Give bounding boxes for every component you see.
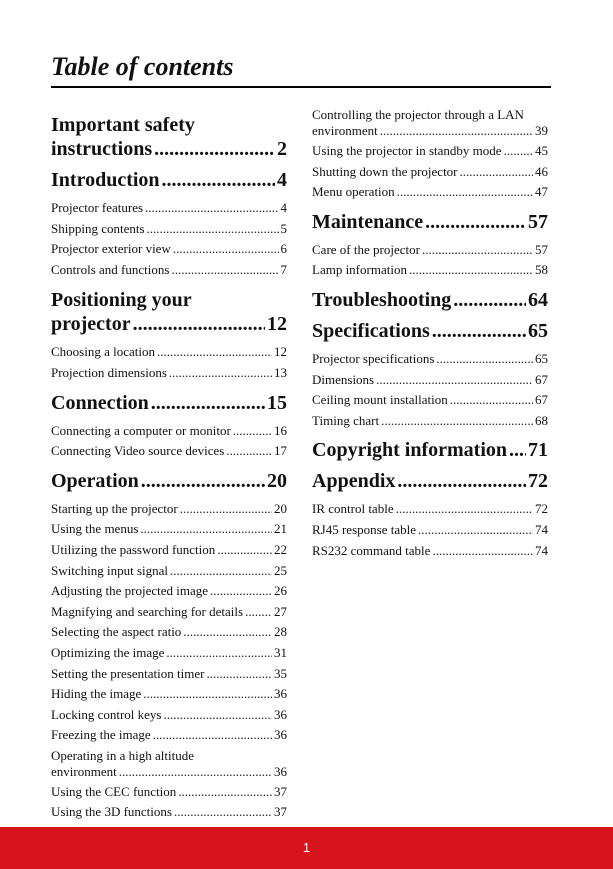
toc-text: Optimizing the image [51,644,165,660]
dot-leader [376,370,533,391]
toc-entry[interactable] [51,643,287,664]
toc-left-column [51,105,287,823]
toc-entry[interactable] [51,219,287,240]
toc-page-number: 64 [528,288,548,311]
toc-page-number: 26 [274,583,287,599]
dot-leader [422,240,533,261]
toc-page-number: 47 [535,184,548,200]
toc-entry[interactable] [312,107,548,139]
toc-page-number: 39 [535,123,548,138]
toc-text: IR control table [312,501,394,517]
toc-page-number: 74 [535,521,548,537]
toc-entry[interactable] [51,342,287,363]
toc-text: Projector exterior view [51,241,171,257]
toc-text: Freezing the image [51,727,151,743]
toc-page-number: 36 [274,706,287,722]
toc-entry[interactable] [51,421,287,442]
dot-leader [143,684,272,705]
toc-text: Operation [51,469,139,492]
dot-leader [436,349,533,370]
toc-entry[interactable] [312,411,548,432]
toc-page-number: 72 [528,470,548,493]
dot-leader [432,320,526,343]
toc-page-number: 15 [267,391,287,414]
toc-page-number: 58 [535,262,548,278]
dot-leader [178,782,272,803]
toc-page-number: 31 [274,644,287,660]
toc-page-number: 28 [274,624,287,640]
toc-entry[interactable] [312,499,548,520]
dot-leader [133,312,265,336]
dot-leader [409,260,533,281]
dot-leader [396,499,533,520]
toc-text: Adjusting the projected image [51,583,209,599]
toc-page-number: 65 [535,350,548,366]
toc-entry[interactable] [312,162,548,183]
toc-entry[interactable] [312,240,548,261]
toc-text: Controls and functions [51,261,170,277]
toc-entry[interactable] [51,239,287,260]
toc-text: Projection dimensions [51,364,167,380]
toc-section[interactable] [51,288,287,336]
toc-text: Timing chart [312,412,380,428]
toc-page-number: 22 [274,541,287,557]
dot-leader [453,289,526,312]
toc-entry[interactable] [312,520,548,541]
dot-leader [233,421,272,442]
dot-leader [183,622,272,643]
toc-page-number: 12 [267,313,287,336]
toc-page-number: 12 [274,344,287,360]
toc-entry[interactable] [312,182,548,203]
dot-leader [169,363,272,384]
page-title: Table of contents [51,52,234,81]
toc-section[interactable] [312,211,548,234]
toc-text: Using the CEC function [51,783,177,799]
toc-entry[interactable] [312,141,548,162]
toc-entry[interactable] [51,519,287,540]
toc-page-number: 4 [277,169,287,191]
toc-entry[interactable] [51,802,287,823]
toc-text: Menu operation [312,184,395,200]
dot-leader [245,602,272,623]
dot-leader [509,439,526,462]
toc-text: Selecting the aspect ratio [51,624,182,640]
toc-text: Specifications [312,319,430,342]
toc-text: Projector features [51,200,144,215]
toc-entry[interactable] [51,622,287,643]
toc-page-number: 37 [274,783,287,799]
toc-text: Copyright information [312,439,507,462]
title-rule [51,86,551,88]
toc-page-number: 4 [280,200,287,215]
dot-leader [504,141,533,162]
toc-section[interactable] [312,439,548,462]
toc-section[interactable] [51,470,287,493]
toc-page-number: 45 [535,143,548,158]
toc-section[interactable] [312,289,548,312]
toc-text: Hiding the image [51,686,142,702]
toc-text: Connection [51,391,149,414]
dot-leader [140,519,272,540]
toc-section[interactable] [51,169,287,192]
toc-entry[interactable] [312,370,548,391]
toc-page-number: 36 [274,686,287,702]
dot-leader [147,219,279,240]
toc-page-number: 74 [535,542,548,558]
toc-page-number: 13 [274,364,287,380]
toc-entry[interactable] [51,581,287,602]
toc-page-number: 37 [274,804,287,820]
dot-leader [151,392,265,415]
toc-page-number: 2 [277,138,287,160]
dot-leader [119,764,272,780]
toc-page-number: 21 [274,521,287,537]
dot-leader [432,541,533,562]
toc-text: RS232 command table [312,542,431,558]
dot-leader [397,182,533,203]
toc-text: Projector specifications [312,350,435,366]
toc-page-number: 25 [274,562,287,578]
toc-page-number: 6 [280,241,287,257]
toc-entry[interactable] [51,664,287,685]
dot-leader [425,211,526,234]
dot-leader [171,260,278,281]
dot-leader [180,499,272,520]
dot-leader [217,540,272,561]
dot-leader [141,470,265,493]
toc-page-number: 35 [274,665,287,681]
toc-page-number: 20 [267,469,287,492]
toc-section[interactable] [51,113,287,161]
toc-line [312,123,548,139]
dot-leader [174,802,272,823]
dot-leader [173,239,279,260]
toc-text: instructions [51,138,153,160]
toc-text: Maintenance [312,210,424,233]
toc-entry[interactable] [51,499,287,520]
toc-text: Appendix [312,470,396,493]
dot-leader [397,470,526,493]
toc-text-line1: Positioning your [51,289,192,312]
toc-entry[interactable] [51,602,287,623]
toc-text: Starting up the projector [51,500,178,516]
toc-entry[interactable] [51,748,287,780]
toc-page-number: 57 [528,210,548,233]
toc-text-line1: Operating in a high altitude [51,747,194,763]
toc-page-number: 7 [280,261,287,277]
dot-leader [157,342,272,363]
toc-text: Lamp information [312,262,407,278]
toc-entry[interactable] [51,363,287,384]
page-number: 1 [302,840,311,855]
footer-bar [0,827,613,869]
toc-text: Using the projector in standby mode [312,143,502,158]
toc-entry[interactable] [51,198,287,219]
toc-page-number: 57 [535,241,548,257]
toc-page-number: 17 [274,443,287,459]
toc-section[interactable] [312,320,548,343]
toc-text: Switching input signal [51,562,168,578]
toc-entry[interactable] [51,782,287,803]
toc-page-number: 72 [535,501,548,517]
toc-text: Connecting Video source devices [51,443,225,459]
toc-page-number: 36 [274,727,287,743]
dot-leader [460,162,533,183]
dot-leader [170,561,272,582]
toc-entry[interactable] [312,349,548,370]
toc-text: Using the 3D functions [51,804,172,820]
toc-section[interactable] [312,470,548,493]
toc-line [51,137,287,161]
toc-entry[interactable] [51,684,287,705]
dot-leader [162,169,275,192]
toc-page-number: 16 [274,422,287,438]
toc-text: Ceiling mount installation [312,392,448,408]
toc-entry[interactable] [312,541,548,562]
dot-leader [153,725,272,746]
toc-entry[interactable] [312,260,548,281]
toc-text: Troubleshooting [312,288,452,311]
toc-page-number: 5 [280,220,287,236]
toc-page-number: 71 [528,439,548,462]
toc-text: Shipping contents [51,220,145,236]
toc-page-number: 36 [274,763,287,779]
dot-leader [163,705,272,726]
toc-text: Using the menus [51,521,139,537]
toc-text: Magnifying and searching for details [51,603,244,619]
dot-leader [450,390,533,411]
toc-text: Choosing a location [51,344,155,360]
dot-leader [380,123,533,139]
toc-text: environment [312,123,378,138]
toc-section[interactable] [51,392,287,415]
dot-leader [206,664,272,685]
toc-entry[interactable] [312,390,548,411]
toc-page-number: 67 [535,392,548,408]
toc-text-line1: Controlling the projector through a LAN [312,107,524,122]
toc-page-number: 68 [535,412,548,428]
dot-leader [154,137,275,161]
toc-text: Care of the projector [312,241,420,257]
toc-text: Dimensions [312,371,375,387]
toc-text-line1: Important safety [51,114,195,136]
toc-text: Introduction [51,169,160,191]
toc-entry[interactable] [51,260,287,281]
toc-text: Locking control keys [51,706,162,722]
toc-page-number: 46 [535,163,548,179]
toc-entry[interactable] [51,705,287,726]
toc-right-column [312,105,548,561]
toc-text: Connecting a computer or monitor [51,422,231,438]
toc-line [51,312,287,336]
toc-page-number: 27 [274,603,287,619]
dot-leader [418,520,533,541]
toc-text: RJ45 response table [312,521,416,537]
toc-text: Shutting down the projector [312,163,458,179]
dot-leader [226,441,272,462]
toc-entry[interactable] [51,441,287,462]
toc-page-number: 67 [535,371,548,387]
toc-text: environment [51,763,117,779]
toc-line [51,764,287,780]
dot-leader [381,411,533,432]
toc-entry[interactable] [51,561,287,582]
toc-entry[interactable] [51,725,287,746]
toc-page-number: 65 [528,319,548,342]
toc-text: projector [51,313,131,336]
toc-text: Utilizing the password function [51,541,216,557]
toc-entry[interactable] [51,540,287,561]
dot-leader [145,198,278,219]
toc-page-number: 20 [274,500,287,516]
toc-text: Setting the presentation timer [51,665,205,681]
dot-leader [166,643,272,664]
dot-leader [210,581,272,602]
